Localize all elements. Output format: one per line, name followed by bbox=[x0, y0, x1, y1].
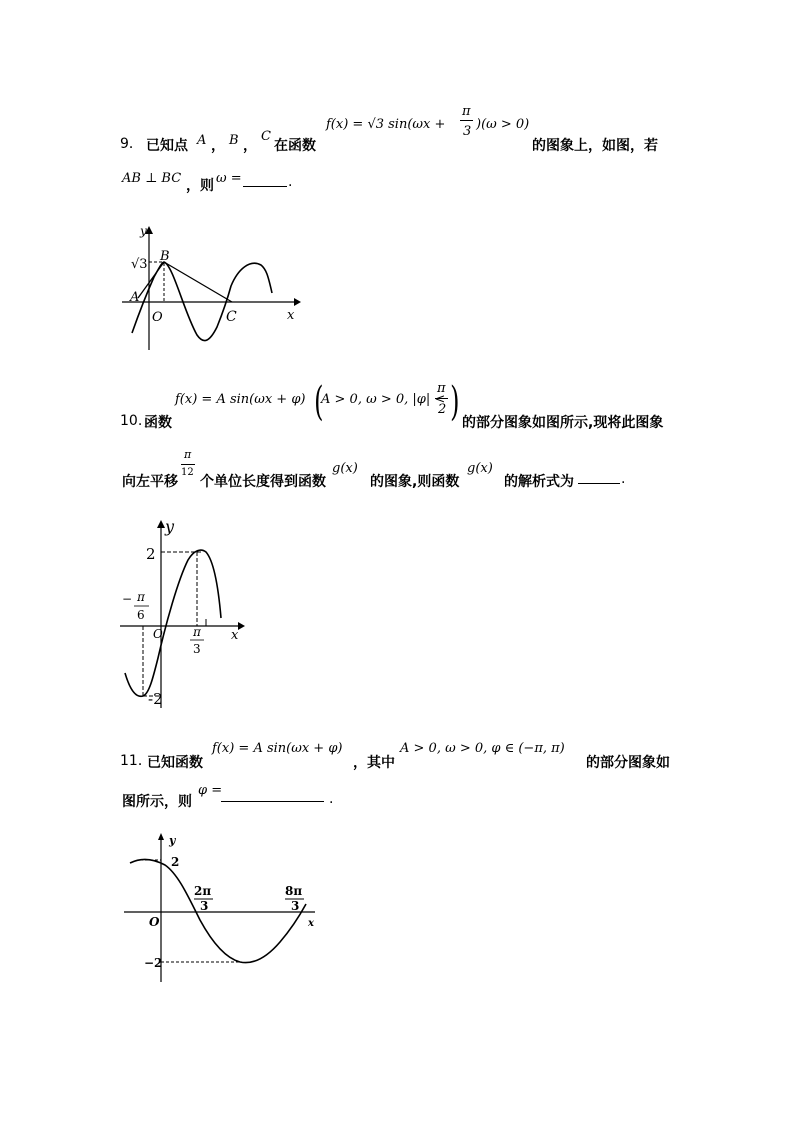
q9-x-label: x bbox=[287, 308, 295, 323]
q9-text-graph: 的图象上，如图，若 bbox=[532, 138, 658, 154]
q11-tick2-den: 3 bbox=[291, 899, 300, 913]
q10-tick-neg-pi: π bbox=[137, 590, 145, 604]
q10-sine-curve bbox=[125, 550, 221, 696]
q10-x-label: x bbox=[231, 628, 239, 643]
q11-y-arrow bbox=[158, 833, 164, 840]
q11-text-then: 图所示，则 bbox=[122, 794, 192, 810]
q11-answer-blank bbox=[221, 789, 324, 802]
q10-shift-bar bbox=[181, 464, 195, 465]
q9-number: 9． bbox=[120, 136, 143, 152]
q10-label-neg2: -2 bbox=[148, 690, 163, 708]
q10-number: 10. bbox=[120, 413, 143, 429]
q11-tick1-den: 3 bbox=[200, 899, 209, 913]
q9-formula-tail: )(ω > 0) bbox=[476, 117, 530, 132]
q9-text-in-function: 在函数 bbox=[274, 138, 316, 154]
q10-gx-2: g(x) bbox=[467, 461, 493, 476]
q9-sine-curve bbox=[132, 262, 272, 341]
q11-text-known: 已知函数 bbox=[147, 755, 203, 771]
q10-period: . bbox=[621, 471, 626, 487]
q9-answer-blank bbox=[243, 174, 287, 187]
q9-point-A: A bbox=[197, 133, 207, 148]
q9-fraction-bar bbox=[460, 120, 473, 121]
q10-shift-pi: π bbox=[184, 448, 192, 461]
q9-x-arrow bbox=[294, 298, 301, 306]
q10-gx-1: g(x) bbox=[332, 461, 358, 476]
q10-formula-2: 2 bbox=[438, 402, 447, 417]
q9-label-C: C bbox=[226, 309, 237, 325]
q10-text-shift-left: 向左平移 bbox=[122, 474, 178, 490]
q11-phi-eq: φ = bbox=[198, 783, 223, 798]
q10-answer-blank bbox=[578, 471, 620, 484]
q11-text-where: ，其中 bbox=[353, 755, 395, 771]
q11-sine-curve bbox=[130, 859, 306, 962]
q10-y-label: y bbox=[165, 518, 175, 536]
q9-formula-3: 3 bbox=[463, 124, 472, 139]
q10-text-units: 个单位长度得到函数 bbox=[200, 474, 326, 490]
q10-neg-sign: − bbox=[122, 592, 133, 606]
q10-paren-right: ) bbox=[450, 379, 460, 425]
q11-tick1-num: 2π bbox=[194, 884, 212, 898]
q10-text-graph: 的部分图象如图所示,现将此图象 bbox=[462, 415, 664, 431]
q10-x-arrow bbox=[238, 622, 245, 630]
q10-text-expression: 的解析式为 bbox=[504, 474, 574, 490]
q9-line-BC bbox=[164, 262, 232, 302]
q9-y-label: y bbox=[140, 224, 147, 238]
q10-condition: A > 0, ω > 0, |φ| < bbox=[321, 392, 446, 407]
q11-y-label: y bbox=[169, 834, 176, 847]
q11-text-graph: 的部分图象如 bbox=[586, 755, 670, 771]
q9-point-B: B bbox=[229, 133, 239, 148]
q10-paren-left: ( bbox=[314, 379, 324, 425]
q10-shift-12: 12 bbox=[181, 467, 194, 478]
q9-formula-pi: π bbox=[462, 104, 471, 119]
q9-text-then: ，则 bbox=[186, 178, 214, 194]
q10-y-arrow bbox=[157, 520, 165, 528]
q9-label-A: A bbox=[130, 290, 140, 305]
q11-x-label: x bbox=[308, 918, 314, 929]
q10-tick-3: 3 bbox=[193, 642, 201, 656]
q9-sqrt3-label: √3 bbox=[131, 257, 148, 272]
q9-condition: AB ⊥ BC bbox=[122, 171, 182, 186]
q10-tick-6: 6 bbox=[137, 608, 145, 622]
q11-formula: f(x) = A sin(ωx + φ) bbox=[212, 741, 343, 756]
q11-tick2-num: 8π bbox=[285, 884, 303, 898]
q10-text-function: 函数 bbox=[144, 415, 172, 431]
q9-text-known-points: 已知点 bbox=[146, 138, 188, 154]
q9-point-C: C bbox=[261, 129, 271, 144]
q9-graph bbox=[118, 222, 303, 354]
q11-period: . bbox=[329, 791, 334, 807]
q9-label-O: O bbox=[152, 310, 163, 325]
q10-text-graph-then: 的图象,则函数 bbox=[370, 474, 460, 490]
q11-label-2: 2 bbox=[171, 855, 180, 869]
q10-fraction-bar bbox=[435, 398, 448, 399]
q10-tick-pi: π bbox=[193, 625, 201, 639]
q9-label-B: B bbox=[160, 249, 170, 264]
q11-number: 11． bbox=[120, 753, 152, 769]
q9-formula: f(x) = √3 sin(ωx + bbox=[326, 117, 446, 132]
q10-formula-pi: π bbox=[437, 381, 446, 396]
q11-conditions: A > 0, ω > 0, φ ∈ (−π, π) bbox=[400, 741, 565, 756]
q10-label-2: 2 bbox=[146, 545, 156, 563]
q11-label-neg2: −2 bbox=[144, 956, 163, 970]
q11-label-O: O bbox=[149, 915, 160, 929]
q9-omega-eq: ω = bbox=[216, 171, 242, 186]
q11-graph bbox=[120, 830, 325, 985]
q9-period: . bbox=[288, 174, 293, 190]
q10-formula: f(x) = A sin(ωx + φ) bbox=[175, 392, 306, 407]
q10-graph bbox=[118, 518, 253, 713]
q10-label-O: O bbox=[153, 627, 163, 641]
